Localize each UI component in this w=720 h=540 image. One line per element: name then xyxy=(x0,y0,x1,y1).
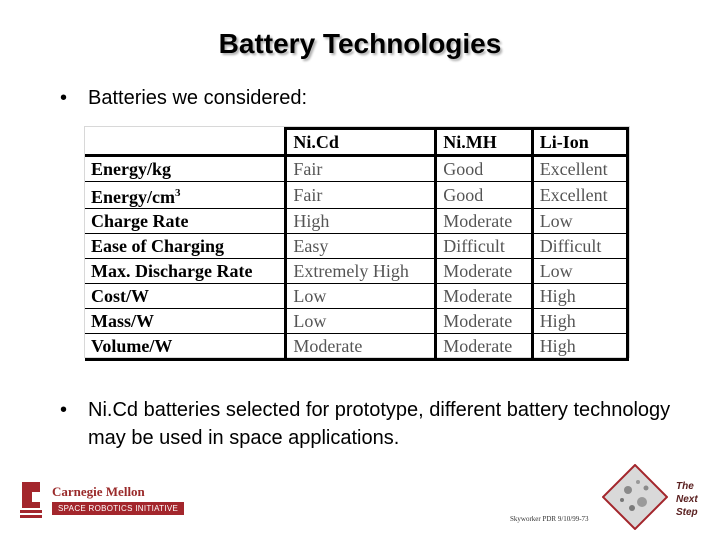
table-cell: Fair xyxy=(286,182,436,209)
table-cell: Low xyxy=(532,209,627,234)
table-cell: High xyxy=(532,309,627,334)
table-cell: Difficult xyxy=(436,234,532,259)
table-row xyxy=(85,156,628,182)
column-header: Ni.Cd xyxy=(286,129,436,156)
bullet-conclusion xyxy=(60,396,680,452)
row-label-text: Mass/W xyxy=(91,311,154,331)
row-label xyxy=(85,284,286,309)
table-row xyxy=(85,284,628,309)
row-label-text: Energy/cm xyxy=(91,187,175,207)
table-cell: Moderate xyxy=(436,259,532,284)
table-cell: High xyxy=(286,209,436,234)
cmu-logo-icon xyxy=(16,478,46,520)
row-label-text: Volume/W xyxy=(91,336,173,356)
slide-title: Battery Technologies xyxy=(218,28,502,59)
battery-comparison-table xyxy=(85,127,629,361)
column-header: Li-Ion xyxy=(532,129,627,156)
row-label xyxy=(85,209,286,234)
bullet-marker: • xyxy=(60,87,68,109)
row-label xyxy=(85,234,286,259)
bullet-intro xyxy=(60,84,480,112)
table-cell: High xyxy=(532,284,627,309)
table-cell: Extremely High xyxy=(286,259,436,284)
row-label-text: Max. Discharge Rate xyxy=(91,261,253,281)
bullet-conclusion-text: Ni.Cd batteries selected for prototype, different battery technology may be used in space applications. xyxy=(88,399,671,449)
table-cell: Good xyxy=(436,156,532,182)
table-corner-cell xyxy=(85,129,286,156)
row-label xyxy=(85,334,286,360)
table-cell: Moderate xyxy=(286,334,436,360)
table-cell: Good xyxy=(436,182,532,209)
row-label xyxy=(85,309,286,334)
table-cell: Fair xyxy=(286,156,436,182)
table-cell: Low xyxy=(532,259,627,284)
row-label-text: Charge Rate xyxy=(91,211,189,231)
tagline: The Next Step xyxy=(676,481,698,518)
table-row xyxy=(85,182,628,209)
table-cell: Excellent xyxy=(532,182,627,209)
row-label xyxy=(85,259,286,284)
table-cell: Moderate xyxy=(436,284,532,309)
row-label-superscript: 3 xyxy=(174,187,181,199)
table-header-row xyxy=(85,129,628,156)
table-cell: High xyxy=(532,334,627,360)
table-row xyxy=(85,309,628,334)
table-cell: Low xyxy=(286,284,436,309)
row-label xyxy=(85,182,286,209)
bullet-intro-text: Batteries we considered: xyxy=(88,87,308,109)
row-label-text: Cost/W xyxy=(91,286,149,306)
table-cell: Moderate xyxy=(436,209,532,234)
bullet-marker: • xyxy=(60,399,68,421)
row-label-text: Energy/kg xyxy=(91,159,172,179)
row-label xyxy=(85,156,286,182)
table-cell: Excellent xyxy=(532,156,627,182)
table-row xyxy=(85,209,628,234)
table-cell: Easy xyxy=(286,234,436,259)
footer-note: Skyworker PDR 9/10/99-73 xyxy=(510,515,589,523)
table-cell: Difficult xyxy=(532,234,627,259)
table-cell: Low xyxy=(286,309,436,334)
table-row xyxy=(85,334,628,360)
table-row xyxy=(85,259,628,284)
table-row xyxy=(85,234,628,259)
table-cell: Moderate xyxy=(436,334,532,360)
org-name: Carnegie Mellon xyxy=(52,484,145,499)
initiative-banner: SPACE ROBOTICS INITIATIVE xyxy=(52,502,184,515)
table-cell: Moderate xyxy=(436,309,532,334)
planet-surface-diamond-icon xyxy=(602,464,668,530)
column-header: Ni.MH xyxy=(436,129,532,156)
row-label-text: Ease of Charging xyxy=(91,236,225,256)
battery-comparison-table-frame xyxy=(84,126,630,358)
